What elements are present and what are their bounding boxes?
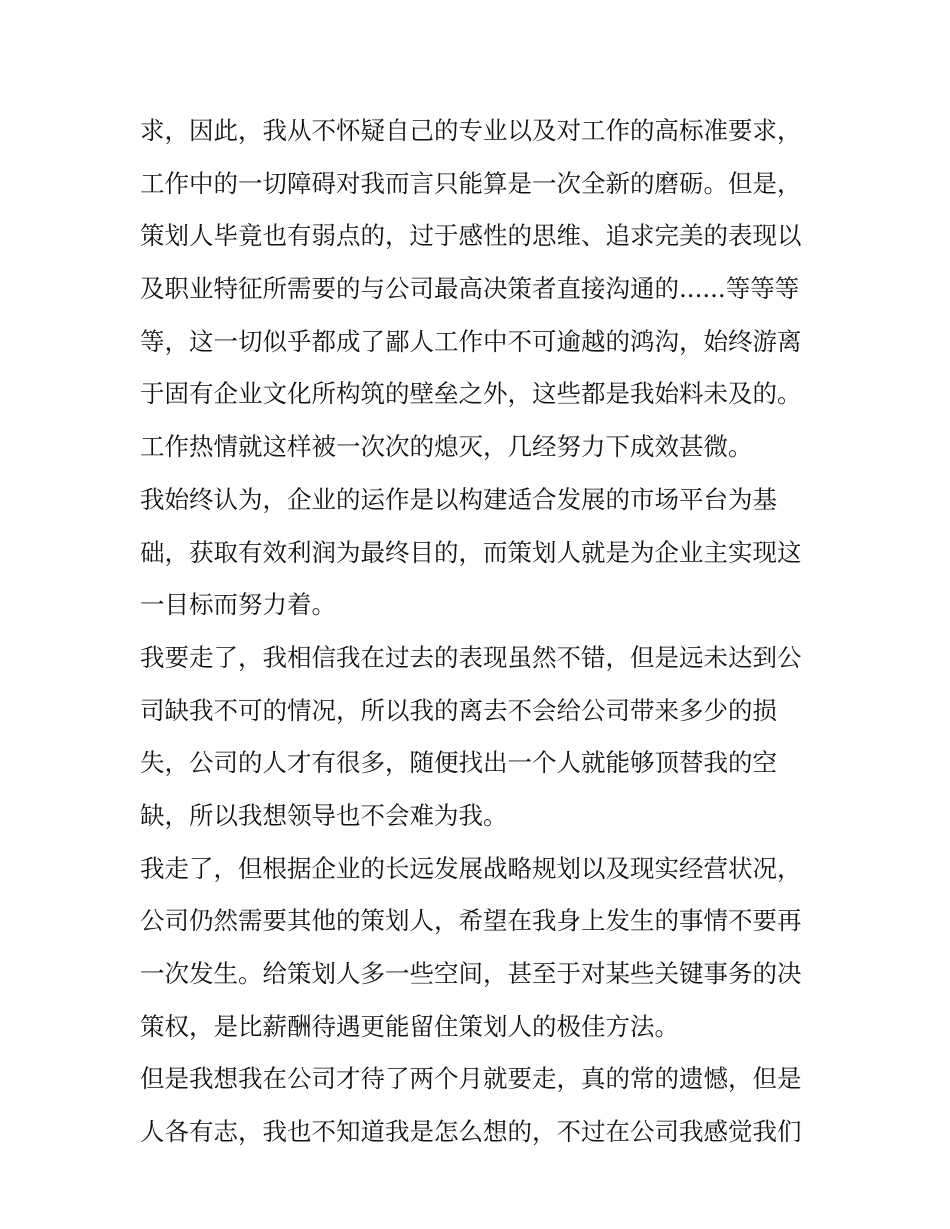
text-line: 但是我想我在公司才待了两个月就要走，真的常的遗憾，但是 (140, 1064, 802, 1094)
text-line: 于固有企业文化所构筑的壁垒之外，这些都是我始料未及的。 (140, 379, 802, 409)
text-line: 工作热情就这样被一次次的熄灭，几经努力下成效甚微。 (140, 432, 753, 462)
text-line: 公司仍然需要其他的策划人，希望在我身上发生的事情不要再 (140, 906, 802, 936)
text-line: 础，获取有效利润为最终目的，而策划人就是为企业主实现这 (140, 537, 802, 567)
text-line: 缺，所以我想领导也不会难为我。 (140, 800, 508, 830)
text-line: 司缺我不可的情况，所以我的离去不会给公司带来多少的损 (140, 695, 777, 725)
text-line: 策权，是比薪酬待遇更能留住策划人的极佳方法。 (140, 1011, 679, 1041)
text-line: 人各有志，我也不知道我是怎么想的，不过在公司我感觉我们 (140, 1117, 802, 1147)
text-line: 及职业特征所需要的与公司最高决策者直接沟通的......等等等 (140, 274, 800, 304)
text-line: 策划人毕竟也有弱点的，过于感性的思维、追求完美的表现以 (140, 221, 802, 251)
body-text (140, 105, 830, 1159)
text-line: 我要走了，我相信我在过去的表现虽然不错，但是远未达到公 (140, 642, 802, 672)
text-line: 一目标而努力着。 (140, 590, 336, 620)
text-line: 一次发生。给策划人多一些空间，甚至于对某些关键事务的决 (140, 959, 802, 988)
text-line: 我走了，但根据企业的长远发展战略规划以及现实经营状况， (140, 853, 802, 883)
text-line: 我始终认为，企业的运作是以构建适合发展的市场平台为基 (140, 484, 777, 514)
text-line: 等，这一切似乎都成了鄙人工作中不可逾越的鸿沟，始终游离 (140, 326, 802, 356)
text-line: 求，因此，我从不怀疑自己的专业以及对工作的高标准要求， (140, 116, 802, 145)
text-line: 失，公司的人才有很多，随便找出一个人就能够顶替我的空 (140, 748, 777, 778)
text-line: 工作中的一切障碍对我而言只能算是一次全新的磨砺。但是， (140, 168, 802, 198)
